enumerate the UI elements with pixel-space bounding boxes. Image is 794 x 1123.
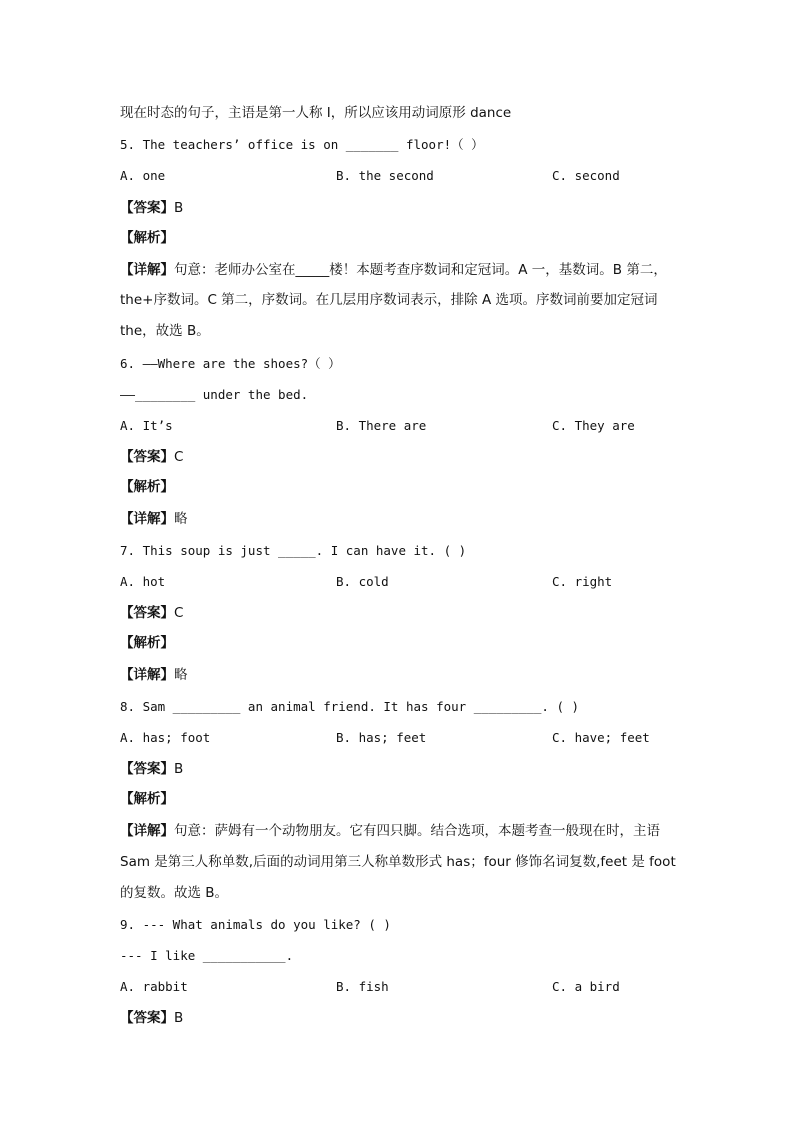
option-c: C. a bird	[552, 979, 620, 995]
detail-text: 句意：老师办公室在_____楼！本题考查序数词和定冠词。A 一，基数词。B 第二，	[174, 261, 667, 278]
question-5	[120, 129, 720, 347]
analysis-label: 【解析】	[120, 229, 174, 246]
detail-line	[120, 503, 720, 534]
option-c: C. second	[552, 168, 620, 184]
question-stem: 9. --- What animals do you like? ( )	[120, 916, 391, 932]
answer-value: C	[174, 605, 184, 621]
detail-label: 【详解】	[120, 667, 174, 684]
option-b: B. There are	[336, 417, 427, 433]
answer-value: C	[174, 449, 184, 466]
detail-text: 略	[174, 511, 188, 528]
question-stem: 5. The teachers’ office is on _______ floor!（ ）	[120, 137, 484, 153]
answer-label: 【答案】	[120, 760, 174, 777]
answer-value: B	[174, 760, 184, 777]
question-8	[120, 691, 720, 909]
question-stem: 8. Sam _________ an animal friend. It has four _________. ( )	[120, 698, 580, 714]
option-b: B. has; feet	[336, 729, 427, 745]
answer-value: B	[174, 199, 184, 216]
detail-label: 【详解】	[120, 511, 174, 528]
option-a: A. It’s	[120, 417, 173, 433]
question-stem: 6. ——Where are the shoes?（ ）	[120, 355, 341, 371]
answer-label: 【答案】	[120, 199, 174, 216]
question-9	[120, 909, 720, 1034]
option-b: B. cold	[336, 573, 389, 589]
question-stem: --- I like ___________.	[120, 948, 294, 964]
document-page	[120, 98, 720, 1034]
options-row	[120, 566, 720, 597]
intro-line: 现在时态的句子，主语是第一人称 I，所以应该用动词原形 dance	[120, 105, 512, 121]
detail-line	[120, 659, 720, 690]
detail-label: 【详解】	[120, 261, 174, 278]
option-a: A. rabbit	[120, 979, 188, 995]
answer-line	[120, 753, 720, 784]
detail-text: the+序数词。C 第二，序数词。在几层用序数词表示，排除 A 选项。序数词前要加定冠词	[120, 292, 658, 309]
option-c: C. right	[552, 573, 613, 589]
detail-line	[120, 254, 720, 285]
detail-line	[120, 815, 720, 846]
option-c: C. They are	[552, 417, 635, 433]
detail-text: Sam 是第三人称单数,后面的动词用第三人称单数形式 has；four 修饰名词复数,feet 是 foot	[120, 853, 676, 870]
answer-value: B	[174, 1010, 184, 1027]
answer-line	[120, 597, 720, 628]
option-b: B. the second	[336, 168, 434, 184]
option-b: B. fish	[336, 979, 389, 995]
detail-text: 句意：萨姆有一个动物朋友。它有四只脚。结合选项，本题考查一般现在时，主语	[174, 823, 660, 840]
answer-label: 【答案】	[120, 449, 174, 466]
answer-line	[120, 192, 720, 223]
options-row	[120, 722, 720, 753]
options-row	[120, 410, 720, 441]
question-stem: ——________ under the bed.	[120, 386, 309, 402]
option-a: A. hot	[120, 573, 166, 589]
option-c: C. have; feet	[552, 729, 650, 745]
analysis-label: 【解析】	[120, 479, 174, 496]
options-row	[120, 971, 720, 1002]
answer-line	[120, 1002, 720, 1033]
option-a: A. has; foot	[120, 729, 211, 745]
option-a: A. one	[120, 168, 166, 184]
question-stem: 7. This soup is just _____. I can have it. ( )	[120, 542, 467, 558]
detail-text: 略	[174, 667, 188, 684]
answer-label: 【答案】	[120, 605, 174, 621]
options-row	[120, 160, 720, 191]
answer-line	[120, 441, 720, 472]
detail-label: 【详解】	[120, 823, 174, 840]
analysis-label: 【解析】	[120, 791, 174, 808]
analysis-label: 【解析】	[120, 635, 174, 652]
detail-text: the，故选 B。	[120, 323, 210, 340]
question-7	[120, 535, 720, 691]
answer-label: 【答案】	[120, 1010, 174, 1027]
question-6	[120, 348, 720, 535]
detail-text: 的复数。故选 B。	[120, 884, 229, 901]
